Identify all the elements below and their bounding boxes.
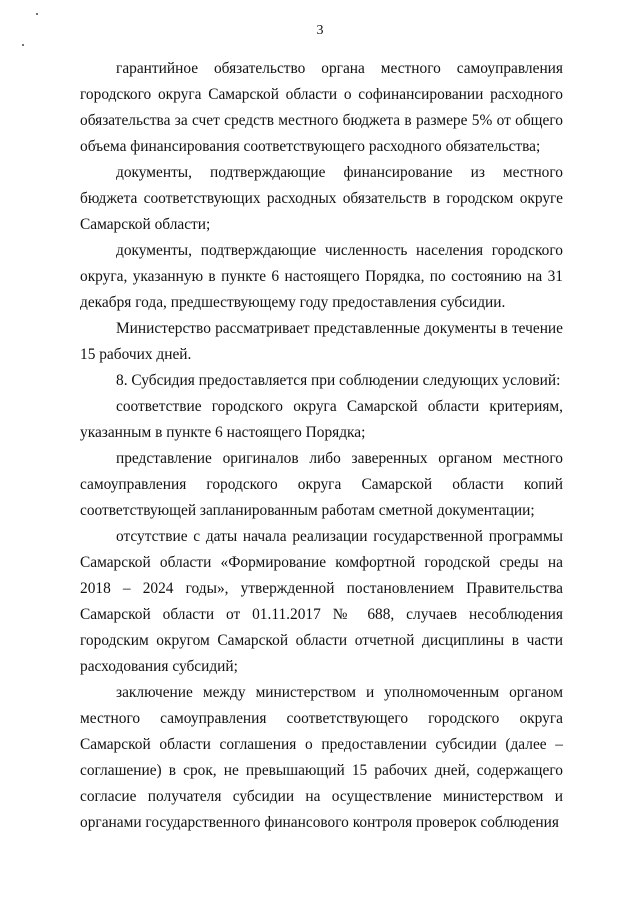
scan-dot-mark <box>22 44 24 46</box>
paragraph-financing-documents: документы, подтверждающие финансирование из местного бюджета соответствующих расходных обязательств в городском округе Самарской области; <box>80 164 563 233</box>
paragraph-guarantee-obligation: гарантийное обязательство органа местного самоуправления городского округа Самарской области о софинансировании расходного обязательства за счет средств местного бюджета в размере 5% от общего объема финансирования соответствующего расходного обязательства; <box>80 60 563 155</box>
page-number: 3 <box>316 23 324 38</box>
scan-dot-mark <box>36 13 38 15</box>
paragraph-criteria-compliance: соответствие городского округа Самарской области критериям, указанным в пункте 6 настоящего Порядка; <box>80 398 563 441</box>
paragraph-ministry-review: Министерство рассматривает представленные документы в течение 15 рабочих дней. <box>80 320 563 363</box>
paragraph-agreement: заключение между министерством и уполномоченным органом местного самоуправления соответствующего городского округа Самарской области соглашения о предоставлении субсидии (далее – соглашение) в срок, не превышающий 15 рабочих дней, содержащего согласие получателя субсидии на осуществление министерством и органами государственного финансового контроля проверок соблюдения <box>80 684 563 831</box>
document-body <box>80 56 563 836</box>
paragraph-population-documents: документы, подтверждающие численность населения городского округа, указанную в пункте 6 настоящего Порядка, по состоянию на 31 декабря года, предшествующему году предоставления субсидии. <box>80 242 563 311</box>
paragraph-estimate-documentation: представление оригиналов либо заверенных органом местного самоуправления городского округа Самарской области копий соответствующей запланированным работам сметной документации; <box>80 450 563 519</box>
paragraph-item-8: 8. Субсидия предоставляется при соблюдении следующих условий: <box>116 372 561 389</box>
paragraph-reporting-discipline: отсутствие с даты начала реализации государственной программы Самарской области «Формирование комфортной городской среды на 2018 – 2024 годы», утвержденной постановлением Правительства Самарской области от 01.11.2017 № 688, случаев несоблюдения городским округом Самарской области отчетной дисциплины в части расходования субсидий; <box>80 528 563 675</box>
